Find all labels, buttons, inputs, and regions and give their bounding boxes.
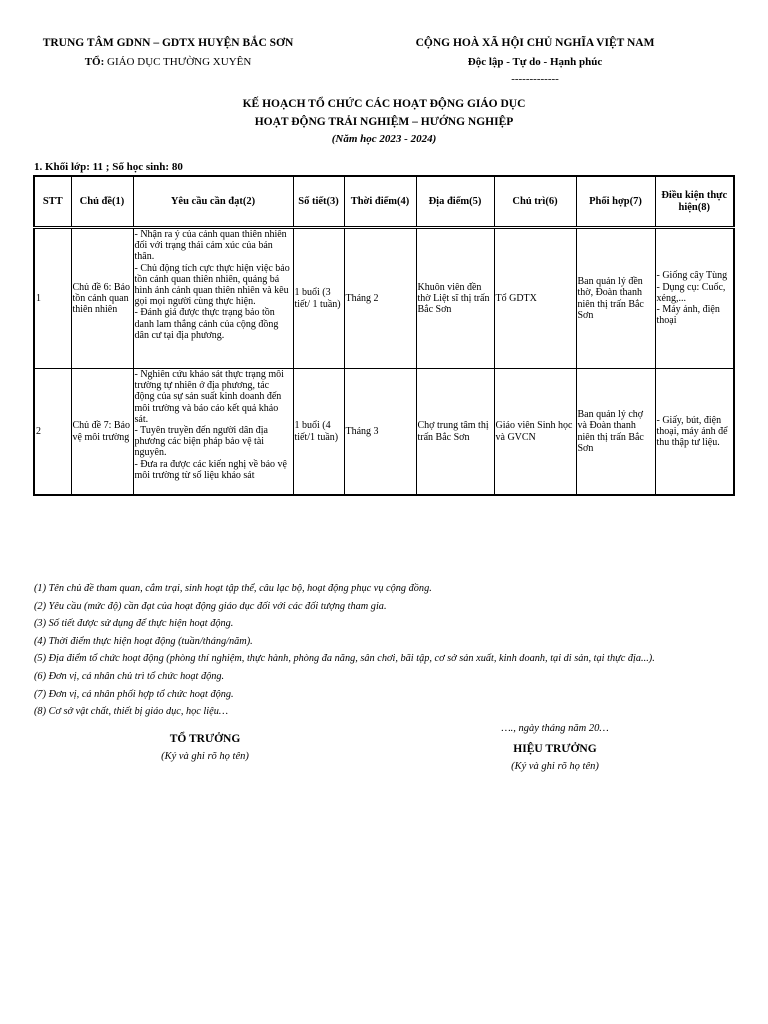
country-name: CỘNG HOÀ XÃ HỘI CHỦ NGHĨA VIỆT NAM — [415, 37, 655, 49]
cell-requirements: - Nhận ra ý của cảnh quan thiên nhiên đối với trạng thái cảm xúc của bản thân. - Chủ động tích cực thực hiện việc bảo tồn cảnh quan thiên nhiên, quảng bá hình ảnh cảnh quan thiên nhiên và kêu gọi mọi người cùng thực hiện. - Đánh giá được thực trạng bảo tồn danh lam thắng cảnh của cộng đồng dân cư tại địa phương. — [133, 228, 293, 369]
footnote: (1) Tên chủ đề tham quan, cắm trại, sinh hoạt tập thể, câu lạc bộ, hoạt động phục vụ cộng đồng. — [34, 583, 432, 594]
col-header-time: Thời điểm(4) — [344, 176, 416, 228]
footnote: (7) Đơn vị, cá nhân phối hợp tổ chức hoạt động. — [34, 688, 234, 700]
cell-place: Chợ trung tâm thị trấn Bắc Sơn — [416, 369, 494, 496]
footnote: (5) Địa điểm tổ chức hoạt động (phòng thí nghiệm, thực hành, phòng đa năng, sân chơi, bãi tập, cơ sở sản xuất, kinh doanh, tại di sản, tại thực địa...). — [34, 653, 655, 665]
cell-stt: 1 — [34, 228, 71, 369]
dept-line — [20, 55, 316, 70]
col-header-periods: Số tiết(3) — [293, 176, 344, 228]
header-right — [380, 36, 690, 86]
motto: Độc lập - Tự do - Hạnh phúc — [467, 56, 603, 68]
footnote: (8) Cơ sở vật chất, thiết bị giáo dục, học liệu… — [34, 706, 229, 718]
col-header-topic: Chủ đề(1) — [71, 176, 133, 228]
school-year: (Năm học 2023 - 2024) — [331, 133, 437, 145]
footnote: (3) Số tiết được sử dụng để thực hiện hoạt động. — [34, 618, 234, 630]
col-header-stt: STT — [34, 176, 71, 228]
left-signer-note: (Ký và ghi rõ họ tên) — [161, 751, 249, 762]
cell-stt: 2 — [34, 369, 71, 496]
cell-topic: Chủ đề 7: Bảo vệ môi trường — [71, 369, 133, 496]
cell-conditions: - Giấy, bút, điện thoại, máy ảnh để thu thập tư liệu. — [655, 369, 734, 496]
right-signer-title: HIỆU TRƯỞNG — [513, 743, 597, 755]
grade-info: 1. Khối lớp: 11 ; Số học sinh: 80 — [34, 161, 183, 173]
cell-topic: Chủ đề 6: Bảo tồn cảnh quan thiên nhiên — [71, 228, 133, 369]
cell-lead: Tổ GDTX — [494, 228, 576, 369]
cell-periods: 1 buổi (4 tiết/1 tuần) — [293, 369, 344, 496]
signature-left — [120, 730, 290, 766]
table-header-row — [34, 176, 734, 228]
footnote: (4) Thời điểm thực hiện hoạt động (tuần/tháng/năm). — [34, 635, 253, 647]
cell-conditions: - Giống cây Tùng - Dụng cụ: Cuốc, xẻng,... - Máy ảnh, điện thoại — [655, 228, 734, 369]
left-signer-title: TỔ TRƯỞNG — [169, 733, 241, 745]
dept-name: GIÁO DỤC THƯỜNG XUYÊN — [104, 56, 252, 68]
table-row — [34, 369, 734, 496]
cell-requirements: - Nghiên cứu khảo sát thực trạng môi trường tự nhiên ở địa phương, tác động của sự sản suất kinh doanh đến môi trường và báo cáo kết quả khảo sát. - Tuyên truyền đến người dân địa phương các biện pháp bảo vệ tài nguyên. - Đưa ra được các kiến nghị về bảo vệ môi trường từ số liệu khảo sát — [133, 369, 293, 496]
title-line-1: KẾ HOẠCH TỔ CHỨC CÁC HOẠT ĐỘNG GIÁO DỤC — [242, 98, 526, 110]
col-header-partners: Phối hợp(7) — [576, 176, 655, 228]
cell-lead: Giáo viên Sinh học và GVCN — [494, 369, 576, 496]
col-header-requirements: Yêu cầu cần đạt(2) — [133, 176, 293, 228]
col-header-lead: Chủ trì(6) — [494, 176, 576, 228]
footnote: (2) Yêu cầu (mức độ) cần đạt của hoạt động giáo dục đối với các đối tượng tham gia. — [34, 600, 387, 612]
footnotes — [34, 580, 754, 721]
cell-time: Tháng 3 — [344, 369, 416, 496]
footnote: (6) Đơn vị, cá nhân chủ trì tổ chức hoạt động. — [34, 670, 225, 682]
cell-periods: 1 buổi (3 tiết/ 1 tuần) — [293, 228, 344, 369]
sign-date: …., ngày tháng năm 20… — [501, 723, 609, 734]
cell-time: Tháng 2 — [344, 228, 416, 369]
signature-right — [460, 722, 650, 776]
motto-rule: ------------- — [511, 73, 559, 85]
dept-label: TỔ: — [84, 56, 105, 68]
cell-partners: Ban quản lý đền thờ, Đoàn thanh niên thị trấn Bắc Sơn — [576, 228, 655, 369]
col-header-conditions: Điều kiện thực hiện(8) — [655, 176, 734, 228]
cell-place: Khuôn viên đền thờ Liệt sĩ thị trấn Bắc Sơn — [416, 228, 494, 369]
col-header-place: Địa điểm(5) — [416, 176, 494, 228]
title-line-2: HOẠT ĐỘNG TRẢI NGHIỆM – HƯỚNG NGHIỆP — [254, 115, 514, 128]
cell-partners: Ban quản lý chợ và Đoàn thanh niên thị trấn Bắc Sơn — [576, 369, 655, 496]
table-row — [34, 228, 734, 369]
org-name: TRUNG TÂM GDNN – GDTX HUYỆN BẮC SƠN — [42, 37, 294, 49]
right-signer-note: (Ký và ghi rõ họ tên) — [511, 761, 599, 772]
document-title — [0, 96, 768, 149]
header-left — [20, 36, 316, 70]
activity-plan-table — [33, 175, 735, 496]
